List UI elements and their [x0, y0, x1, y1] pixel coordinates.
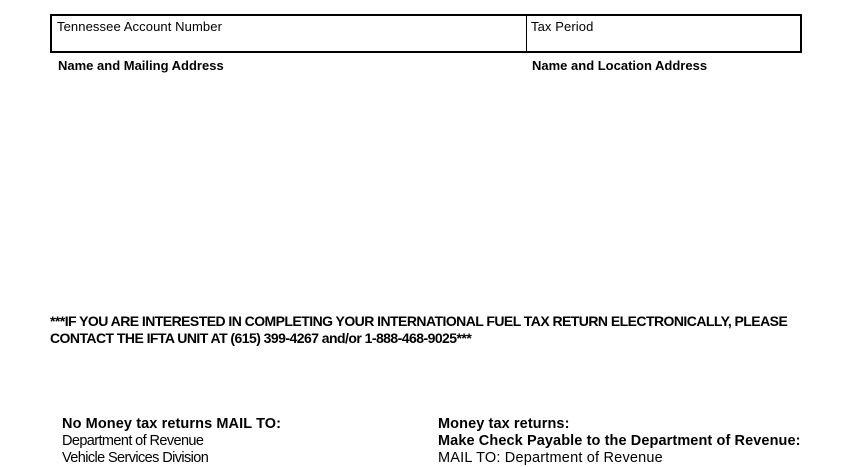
- account-number-label: Tennessee Account Number: [57, 19, 222, 34]
- mailing-address-label: Name and Mailing Address: [58, 58, 224, 73]
- money-line-2: MAIL TO: Department of Revenue: [438, 450, 663, 466]
- money-mail-block: [438, 416, 801, 467]
- notice-line-1: ***IF YOU ARE INTERESTED IN COMPLETING YOUR INTERNATIONAL FUEL TAX RETURN ELECTRONICALLY, PLEASE: [50, 313, 788, 329]
- tax-period-label: Tax Period: [531, 19, 594, 34]
- money-line-1: Make Check Payable to the Department of Revenue:: [438, 433, 801, 449]
- no-money-line-2: Vehicle Services Division: [62, 450, 209, 466]
- account-period-box: [50, 14, 802, 53]
- no-money-heading: No Money tax returns MAIL TO:: [62, 416, 282, 432]
- no-money-line-1: Department of Revenue: [62, 433, 204, 449]
- location-address-label: Name and Location Address: [532, 58, 708, 73]
- no-money-mail-block: [62, 416, 281, 467]
- notice-line-2: CONTACT THE IFTA UNIT AT (615) 399-4267 and/or 1-888-468-9025***: [50, 330, 472, 346]
- money-heading: Money tax returns:: [438, 416, 570, 432]
- tax-period-field[interactable]: [527, 16, 800, 51]
- tennessee-account-number-field[interactable]: [52, 16, 527, 51]
- electronic-filing-notice: [50, 313, 820, 347]
